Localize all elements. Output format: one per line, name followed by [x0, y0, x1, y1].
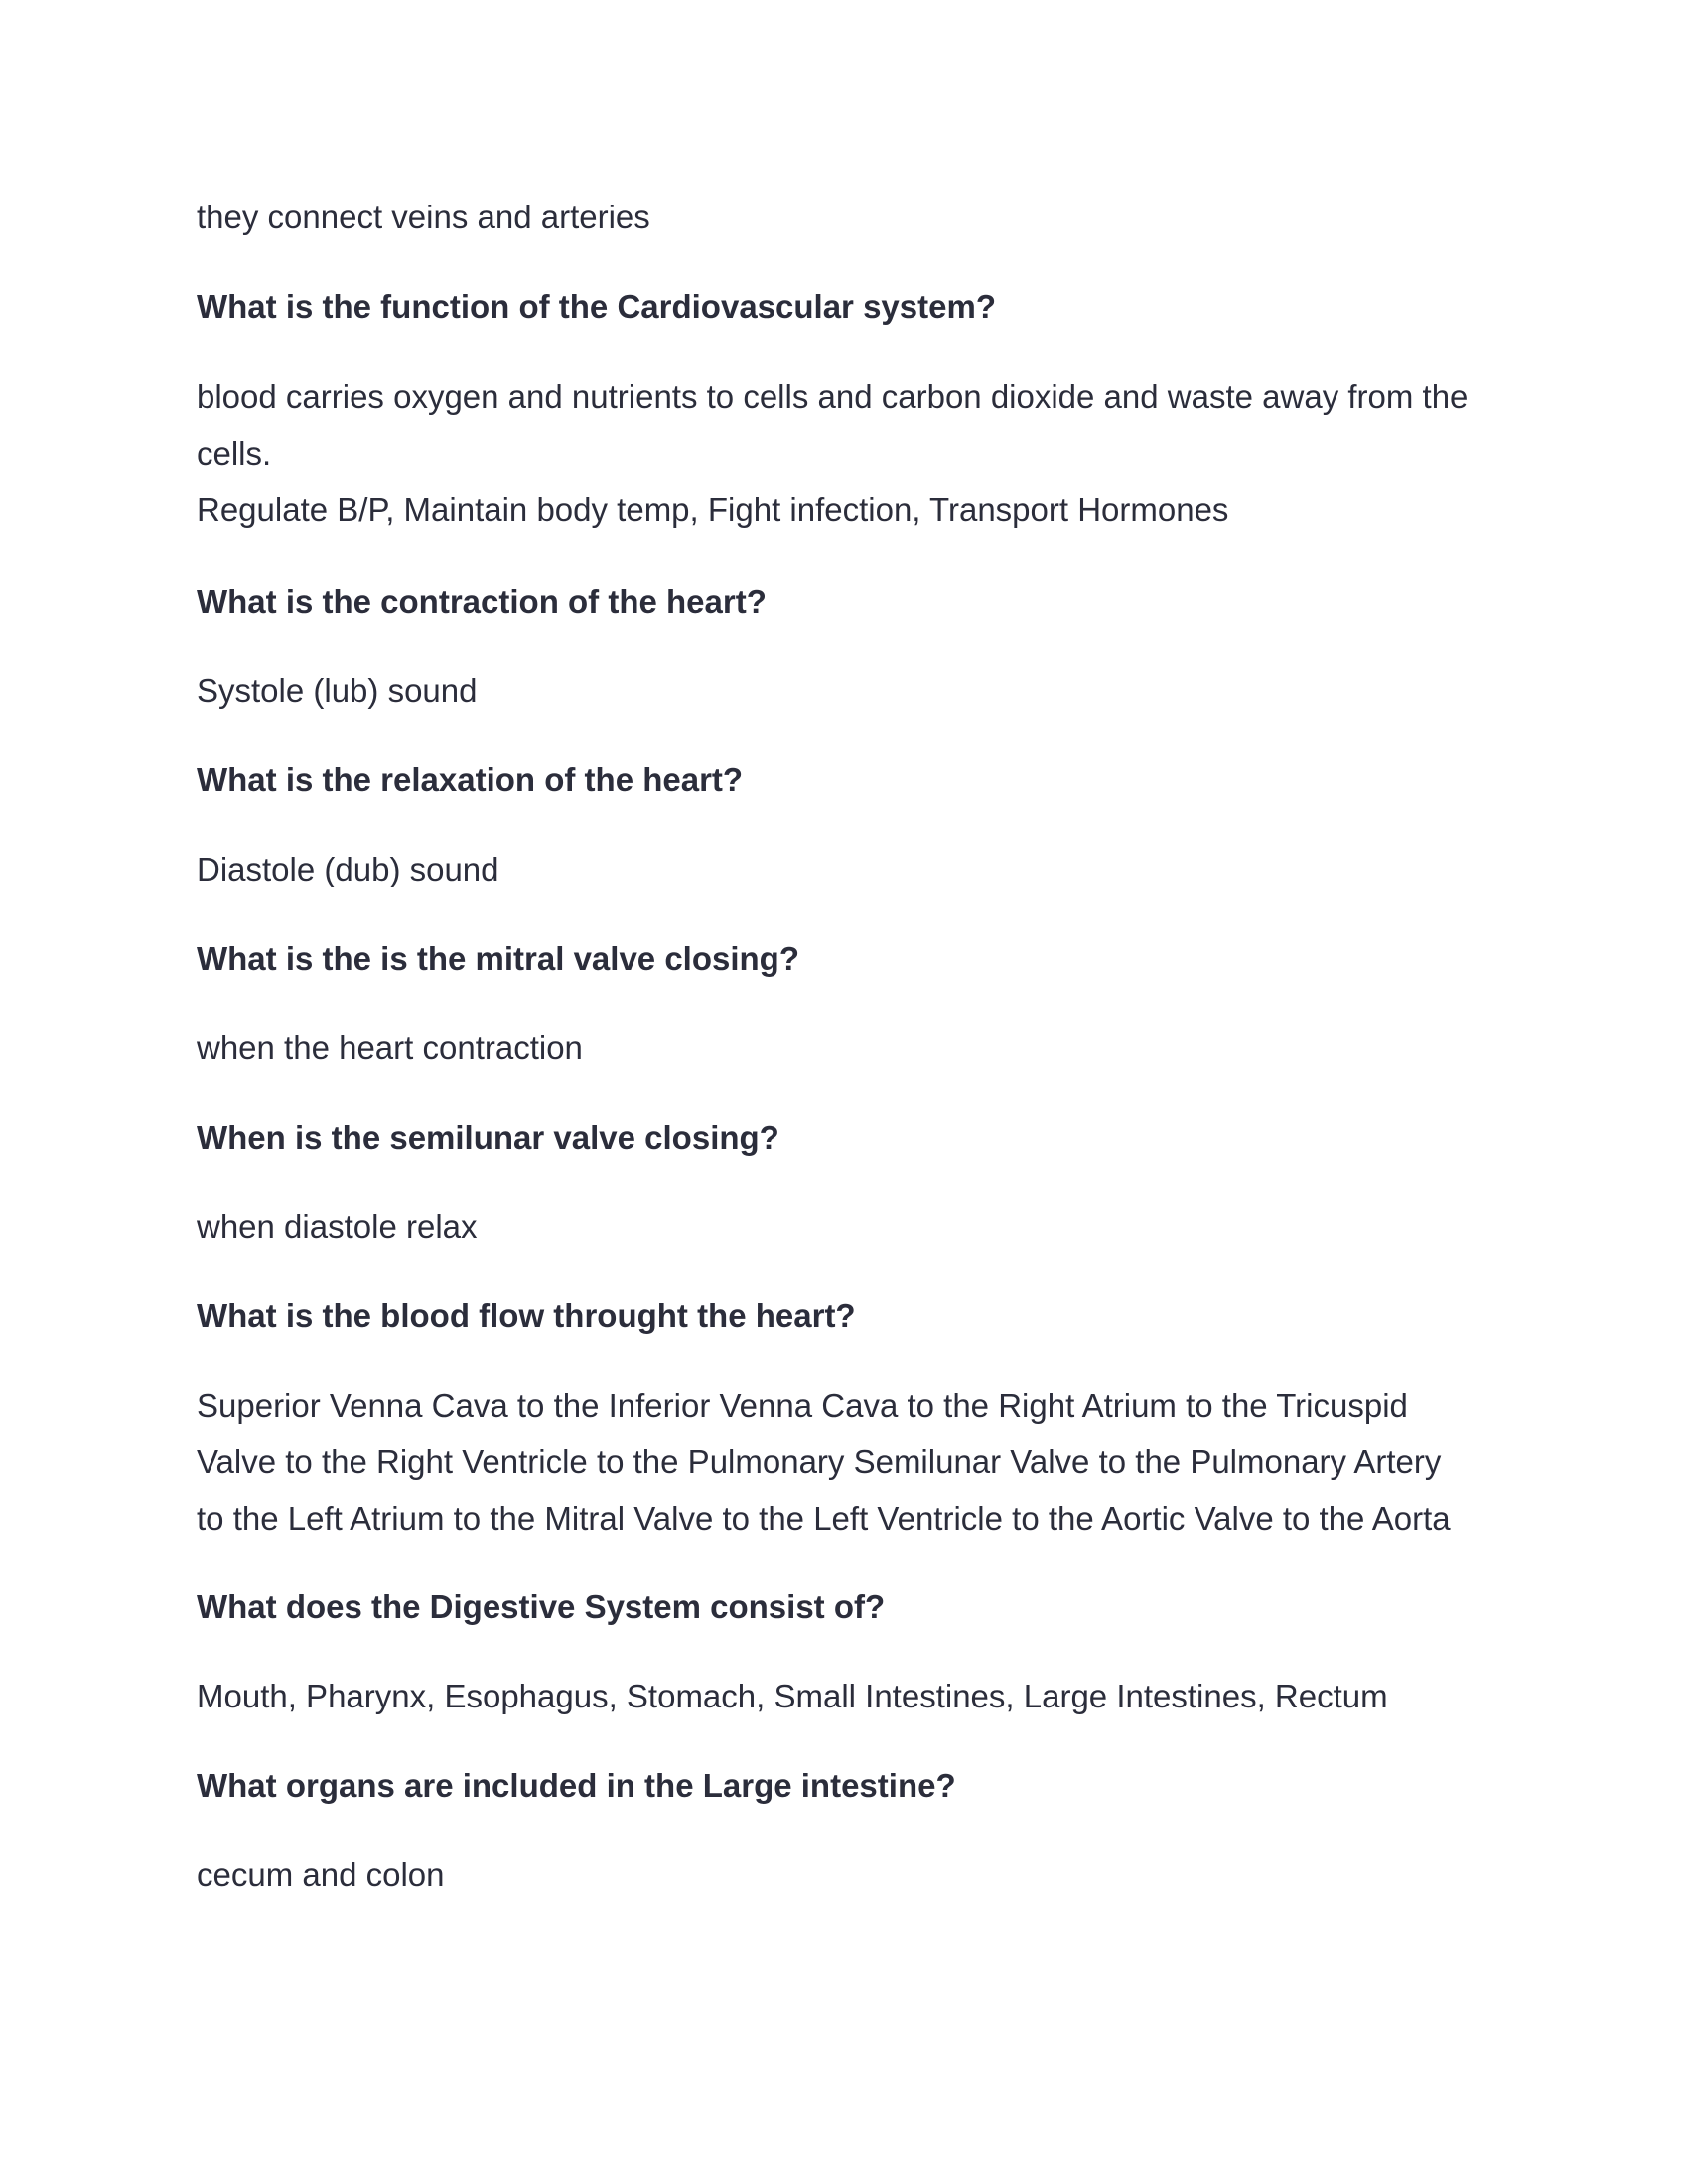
answer-line: Superior Venna Cava to the Inferior Venna Cava to the Right Atrium to the Tricuspid — [197, 1387, 1408, 1424]
answer-line: Systole (lub) sound — [197, 672, 478, 709]
answer-line: Regulate B/P, Maintain body temp, Fight infection, Transport Hormones — [197, 491, 1229, 528]
answer-line: when diastole relax — [197, 1208, 478, 1245]
answer-line: to the Left Atrium to the Mitral Valve to the Left Ventricle to the Aortic Valve to the Aorta — [197, 1500, 1451, 1537]
question-heading: What is the relaxation of the heart? — [197, 761, 744, 798]
answer-text — [197, 1377, 1497, 1547]
answer-line: Mouth, Pharynx, Esophagus, Stomach, Small Intestines, Large Intestines, Rectum — [197, 1678, 1388, 1714]
answer-text — [197, 841, 1497, 897]
question-heading: What is the blood flow throught the heart? — [197, 1297, 856, 1334]
answer-text — [197, 1198, 1497, 1255]
answer-line: Diastole (dub) sound — [197, 851, 499, 887]
answer-text — [197, 1668, 1497, 1724]
answer-text — [197, 1846, 1497, 1903]
answer-text — [197, 662, 1497, 719]
question-heading: What does the Digestive System consist of? — [197, 1588, 886, 1625]
answer-text — [197, 368, 1497, 538]
answer-line: cells. — [197, 435, 272, 472]
question-heading: What is the is the mitral valve closing? — [197, 940, 799, 977]
answer-line: they connect veins and arteries — [197, 199, 650, 235]
answer-text — [197, 1020, 1497, 1076]
answer-line: cecum and colon — [197, 1856, 445, 1893]
question-heading: What is the function of the Cardiovascular system? — [197, 288, 996, 325]
question-heading: What is the contraction of the heart? — [197, 583, 767, 619]
answer-line: Valve to the Right Ventricle to the Pulmonary Semilunar Valve to the Pulmonary Artery — [197, 1443, 1442, 1480]
answer-line: blood carries oxygen and nutrients to cells and carbon dioxide and waste away from the — [197, 378, 1469, 415]
question-heading: When is the semilunar valve closing? — [197, 1119, 779, 1156]
answer-line: when the heart contraction — [197, 1029, 583, 1066]
lead-answer — [197, 189, 1497, 245]
question-heading: What organs are included in the Large intestine? — [197, 1767, 956, 1804]
